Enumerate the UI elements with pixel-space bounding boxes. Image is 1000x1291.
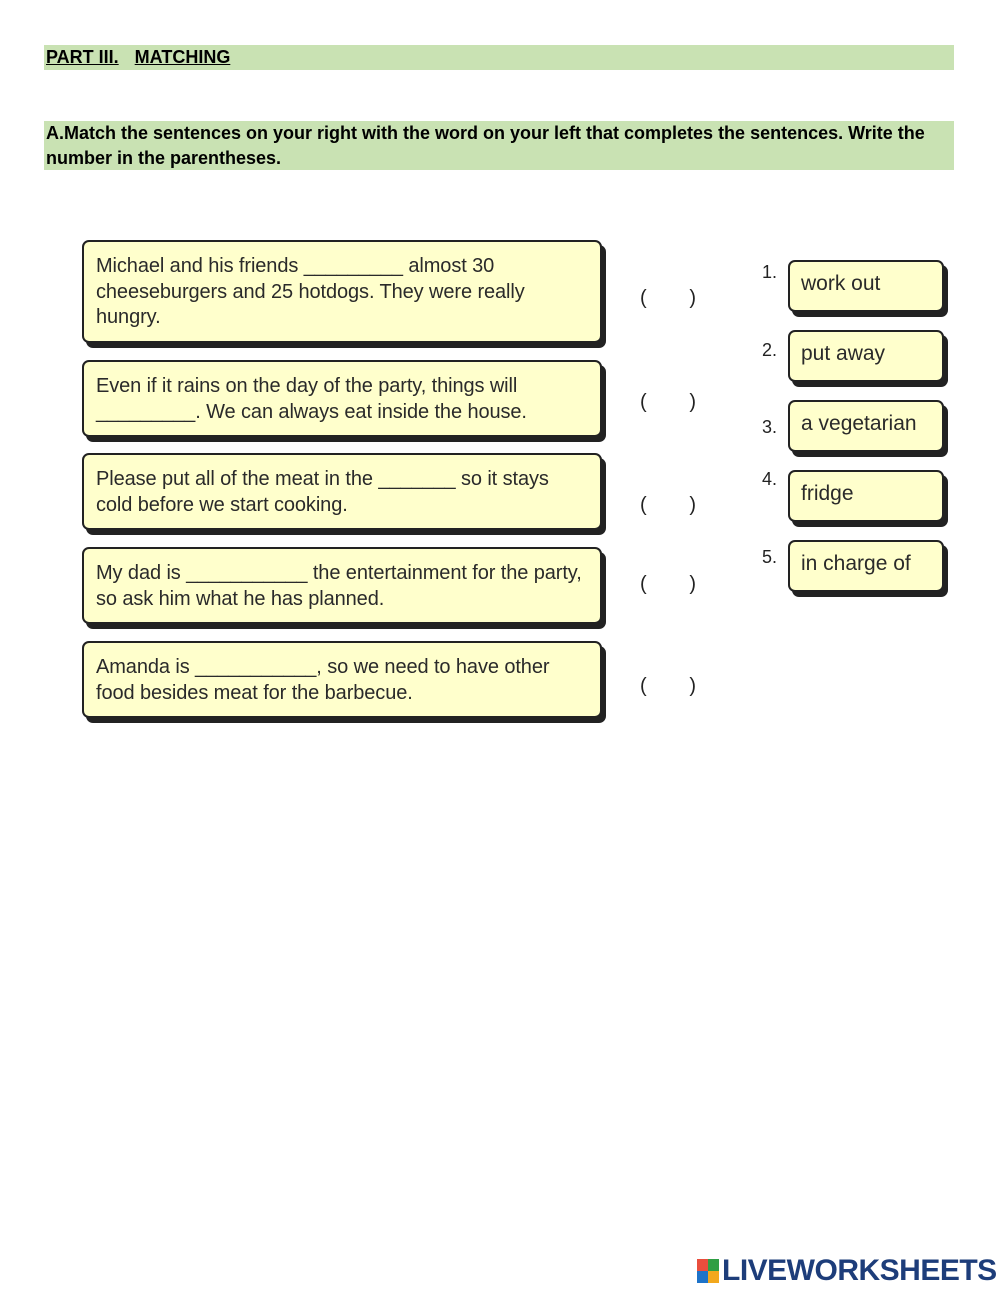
answer-parentheses-2[interactable] (640, 391, 696, 414)
option-in-charge-of (788, 540, 944, 592)
sentence-text: Michael and his friends _________ almost 30 cheeseburgers and 25 hotdogs. They were really hungry. (96, 255, 525, 328)
answer-parentheses-3[interactable] (640, 494, 696, 517)
sentence-card-2 (82, 360, 602, 437)
logo-icon (697, 1259, 719, 1283)
sentence-card-1 (82, 240, 602, 343)
option-number-5: 5. (762, 547, 778, 567)
option-label: put away (801, 342, 886, 365)
sentence-card-5 (82, 641, 602, 718)
paren-close: ) (689, 287, 696, 309)
paren-close: ) (689, 494, 696, 516)
paren-close: ) (689, 573, 696, 595)
option-work-out (788, 260, 944, 312)
paren-open: ( (640, 675, 647, 697)
option-number-1: 1. (762, 262, 778, 282)
sentence-text: Amanda is ___________, so we need to have other food besides meat for the barbecue. (96, 656, 550, 704)
part-title-text: MATCHING (134, 47, 231, 67)
answer-parentheses-1[interactable] (640, 287, 696, 310)
answer-parentheses-5[interactable] (640, 675, 696, 698)
instruction-text: A.Match the sentences on your right with the word on your left that completes the sentences. Write the number in the parentheses. (46, 123, 925, 168)
option-label: in charge of (801, 552, 911, 575)
instruction-bar (44, 121, 954, 170)
paren-open: ( (640, 287, 647, 309)
paren-open: ( (640, 391, 647, 413)
option-put-away (788, 330, 944, 382)
answer-parentheses-4[interactable] (640, 573, 696, 596)
option-number-3: 3. (762, 417, 778, 437)
paren-open: ( (640, 573, 647, 595)
sentence-text: Even if it rains on the day of the party, things will _________. We can always eat inside the house. (96, 375, 527, 423)
option-label: work out (801, 272, 881, 295)
paren-open: ( (640, 494, 647, 516)
option-label: a vegetarian (801, 412, 917, 435)
paren-close: ) (689, 391, 696, 413)
sentence-card-4 (82, 547, 602, 624)
part-title (46, 47, 230, 68)
option-number-2: 2. (762, 340, 778, 360)
part-header-bar (44, 45, 954, 70)
sentence-card-3 (82, 453, 602, 530)
option-a-vegetarian (788, 400, 944, 452)
option-number-4: 4. (762, 469, 778, 489)
sentence-text: Please put all of the meat in the _______ so it stays cold before we start cooking. (96, 468, 549, 516)
part-label: PART III. (46, 47, 119, 67)
option-fridge (788, 470, 944, 522)
logo-text: LIVEWORKSHEETS (722, 1254, 997, 1287)
paren-close: ) (689, 675, 696, 697)
option-label: fridge (801, 482, 854, 505)
sentence-text: My dad is ___________ the entertainment for the party, so ask him what he has planned. (96, 562, 582, 610)
liveworksheets-logo[interactable] (697, 1254, 997, 1288)
